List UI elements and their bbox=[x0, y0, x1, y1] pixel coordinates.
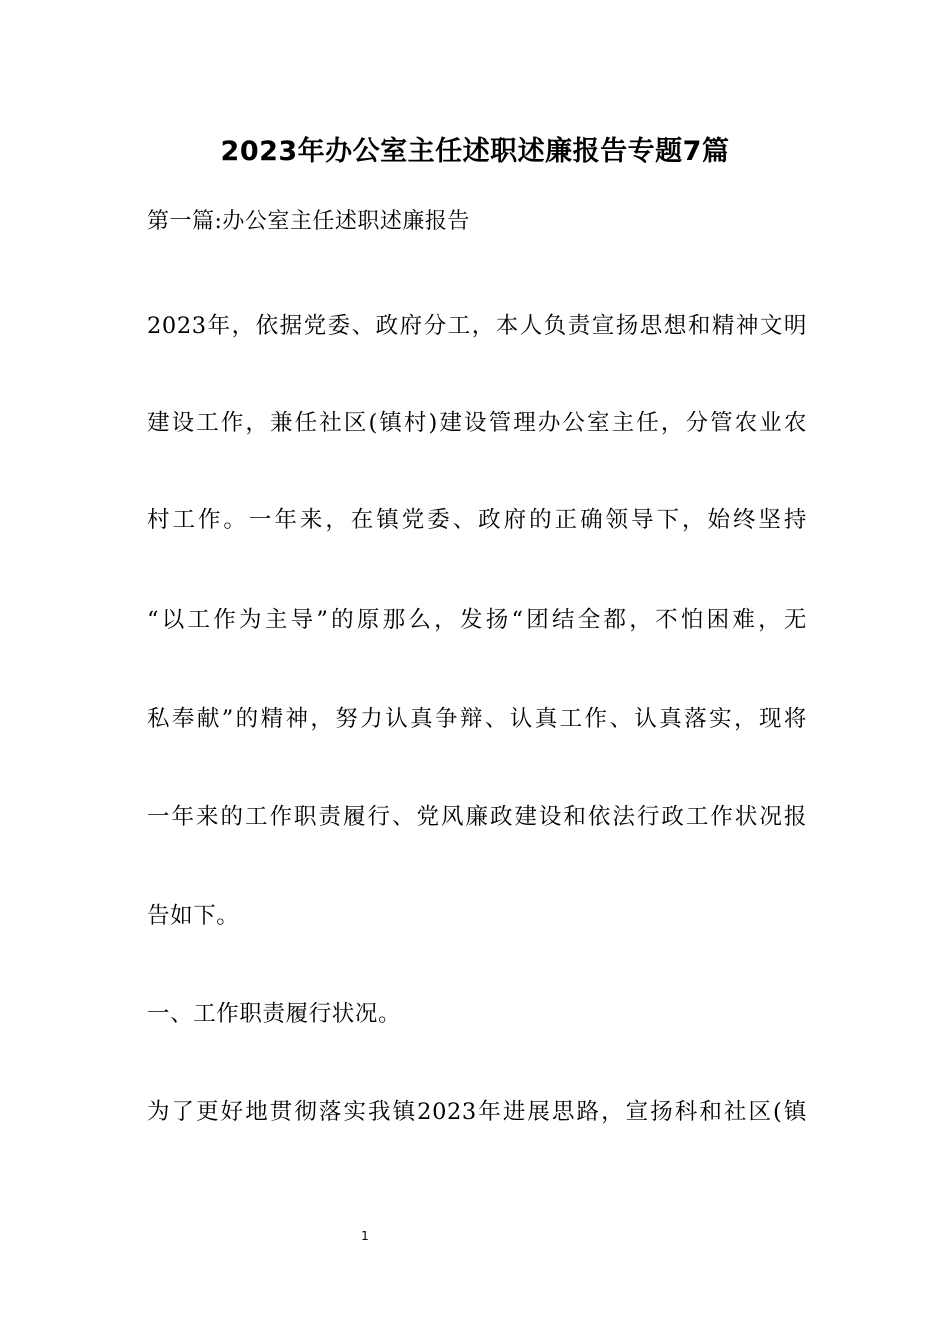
paragraph-line: 告如下。 bbox=[147, 903, 240, 929]
chapter-subheading: 第一篇:办公室主任述职述廉报告 bbox=[147, 209, 470, 234]
paragraph-line: 私奉献”的精神，努力认真争辩、认真工作、认真落实，现将 bbox=[147, 706, 807, 732]
paragraph-line: 建设工作，兼任社区(镇村)建设管理办公室主任，分管农业农 bbox=[147, 410, 807, 436]
paragraph-line: 一年来的工作职责履行、党风廉政建设和依法行政工作状况报 bbox=[147, 804, 807, 830]
page-number: 1 bbox=[361, 1229, 369, 1243]
document-title: 2023年办公室主任述职述廉报告专题7篇 bbox=[220, 136, 730, 167]
paragraph-line: 村工作。一年来，在镇党委、政府的正确领导下，始终坚持 bbox=[147, 507, 807, 533]
paragraph-line: 为了更好地贯彻落实我镇2023年进展思路，宣扬科和社区(镇 bbox=[147, 1099, 807, 1125]
paragraph-line: 2023年，依据党委、政府分工，本人负责宣扬思想和精神文明 bbox=[147, 313, 807, 339]
paragraph-line: “以工作为主导”的原那么，发扬“团结全都，不怕困难，无 bbox=[147, 607, 807, 633]
section-heading: 一、工作职责履行状况。 bbox=[147, 1001, 402, 1027]
